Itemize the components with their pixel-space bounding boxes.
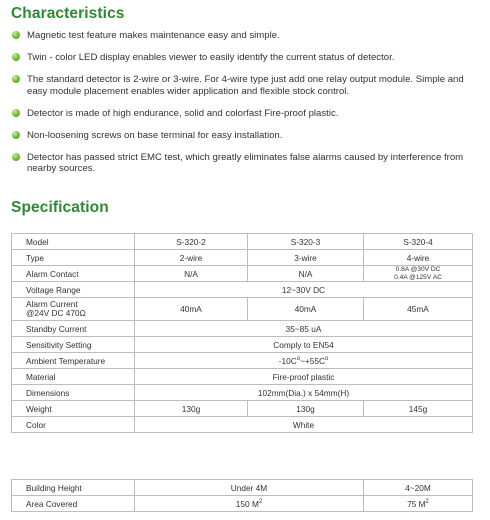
table-cell bbox=[364, 496, 473, 512]
table-cell: 12~30V DC bbox=[135, 282, 473, 298]
row-label: Color bbox=[12, 417, 135, 433]
list-item bbox=[12, 108, 482, 120]
table-cell: Fire-proof plastic bbox=[135, 369, 473, 385]
characteristics-heading: Characteristics bbox=[11, 5, 125, 22]
table-cell: 130g bbox=[248, 401, 364, 417]
table-row bbox=[12, 250, 473, 266]
table-cell: 102mm(Dia.) x 54mm(H) bbox=[135, 385, 473, 401]
table-row bbox=[12, 353, 473, 369]
table-row bbox=[12, 496, 473, 512]
squared-mark: 2 bbox=[258, 498, 263, 505]
green-bullet-icon bbox=[12, 31, 20, 39]
list-item bbox=[12, 130, 482, 142]
table-cell: 3-wire bbox=[248, 250, 364, 266]
table-cell: Comply to EN54 bbox=[135, 337, 473, 353]
degree-mark: o bbox=[296, 355, 301, 362]
table-row bbox=[12, 369, 473, 385]
row-label: Ambient Temperature bbox=[12, 353, 135, 369]
table-cell: S-320-4 bbox=[364, 234, 473, 250]
degree-mark: o bbox=[324, 355, 329, 362]
specification-table bbox=[11, 233, 473, 433]
table-cell: 145g bbox=[364, 401, 473, 417]
table-cell: 2-wire bbox=[135, 250, 248, 266]
table-cell: Under 4M bbox=[135, 480, 364, 496]
row-label: Weight bbox=[12, 401, 135, 417]
label-line: Alarm Current bbox=[26, 299, 78, 309]
row-label: Material bbox=[12, 369, 135, 385]
list-item bbox=[12, 30, 482, 42]
row-label: Standby Current bbox=[12, 321, 135, 337]
coverage-table bbox=[11, 479, 473, 512]
specification-heading: Specification bbox=[11, 199, 109, 216]
row-label: Voltage Range bbox=[12, 282, 135, 298]
bullet-text: Detector has passed strict EMC test, which greatly eliminates false alarms caused by interference from nearby sources. bbox=[27, 151, 464, 174]
list-item bbox=[12, 74, 482, 97]
bullet-text: Magnetic test feature makes maintenance easy and simple. bbox=[27, 30, 280, 41]
row-label: Area Covered bbox=[12, 496, 135, 512]
list-item bbox=[12, 52, 482, 64]
temp-high: ~+55C bbox=[300, 355, 325, 366]
table-cell: 45mA bbox=[364, 298, 473, 321]
table-cell: 40mA bbox=[248, 298, 364, 321]
area-value: 150 M bbox=[235, 498, 259, 509]
green-bullet-icon bbox=[12, 53, 20, 61]
squared-mark: 2 bbox=[425, 498, 429, 505]
table-row bbox=[12, 401, 473, 417]
table-cell: S-320-3 bbox=[248, 234, 364, 250]
table-cell: 40mA bbox=[135, 298, 248, 321]
table-cell: 35~85 uA bbox=[135, 321, 473, 337]
cell-line: 0.8A @30V DC bbox=[395, 266, 441, 273]
row-label: Sensitivity Setting bbox=[12, 337, 135, 353]
table-cell: S-320-2 bbox=[135, 234, 248, 250]
green-bullet-icon bbox=[12, 131, 20, 139]
table-row bbox=[12, 298, 473, 321]
bullet-text: The standard detector is 2-wire or 3-wire. For 4-wire type just add one relay output module. Simple and easy module placement enables wider application and flexible stock control. bbox=[27, 74, 464, 97]
bullet-text: Non-loosening screws on base terminal for easy installation. bbox=[27, 129, 283, 141]
table-row bbox=[12, 337, 473, 353]
table-cell: White bbox=[135, 417, 473, 433]
table-row bbox=[12, 385, 473, 401]
label-line: @24V DC 470Ω bbox=[26, 308, 86, 318]
table-cell bbox=[135, 496, 364, 512]
bullet-text: Detector is made of high endurance, solid and colorfast Fire-proof plastic. bbox=[27, 107, 339, 119]
table-row bbox=[12, 480, 473, 496]
row-label: Building Height bbox=[12, 480, 135, 496]
temp-low: -10C bbox=[278, 355, 297, 366]
table-cell bbox=[364, 266, 473, 282]
green-bullet-icon bbox=[12, 75, 20, 83]
table-row bbox=[12, 266, 473, 282]
row-label: Alarm Contact bbox=[12, 266, 135, 282]
table-row bbox=[12, 282, 473, 298]
table-cell bbox=[135, 353, 473, 369]
row-label: Type bbox=[12, 250, 135, 266]
characteristics-list bbox=[12, 30, 482, 175]
bullet-text: Twin - color LED display enables viewer to easily identify the current status of detector. bbox=[27, 52, 395, 63]
table-row bbox=[12, 234, 473, 250]
table-cell: N/A bbox=[135, 266, 248, 282]
row-label bbox=[12, 298, 135, 321]
green-bullet-icon bbox=[12, 109, 20, 117]
table-row bbox=[12, 321, 473, 337]
row-label: Dimensions bbox=[12, 385, 135, 401]
green-bullet-icon bbox=[12, 153, 20, 161]
table-cell: 4~20M bbox=[364, 480, 473, 496]
table-cell: 4-wire bbox=[364, 250, 473, 266]
list-item bbox=[12, 152, 482, 175]
table-row bbox=[12, 417, 473, 433]
area-value: 75 M bbox=[407, 498, 426, 509]
table-cell: N/A bbox=[248, 266, 364, 282]
table-cell: 130g bbox=[135, 401, 248, 417]
row-label: Model bbox=[12, 234, 135, 250]
cell-line: 0.4A @125V AC bbox=[394, 273, 442, 281]
